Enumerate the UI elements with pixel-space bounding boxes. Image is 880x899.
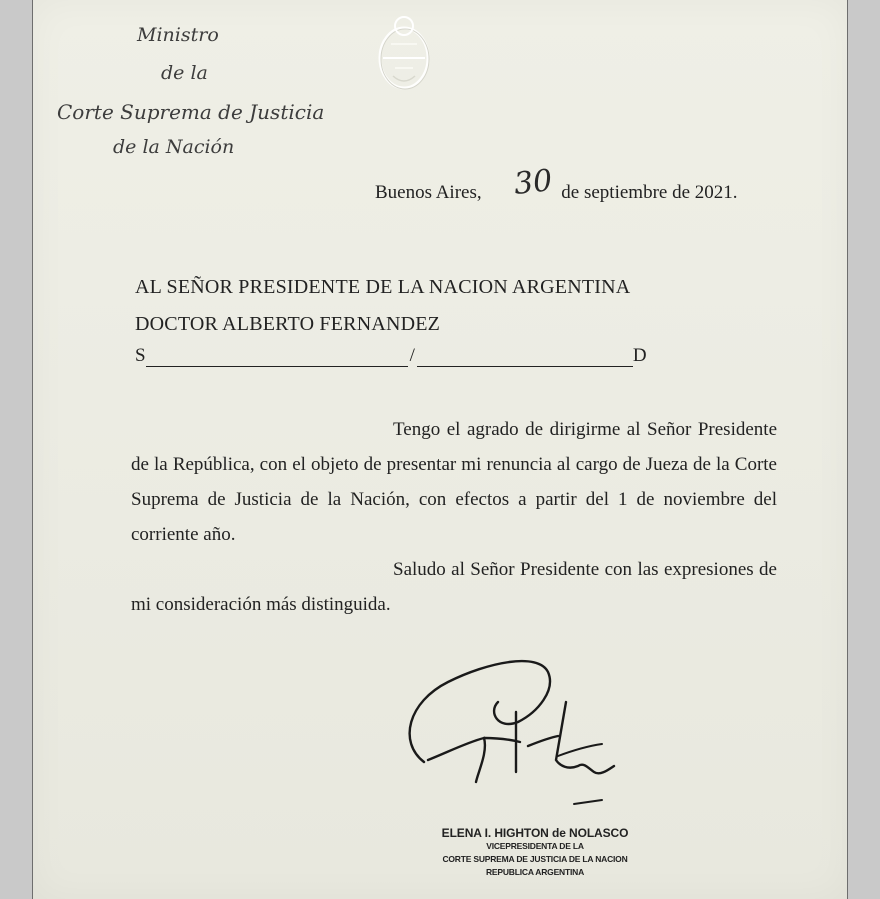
dateline-day-handwritten: 30 bbox=[512, 163, 555, 202]
dateline bbox=[375, 163, 738, 206]
addressee-line-1: AL SEÑOR PRESIDENTE DE LA NACION ARGENTINA bbox=[135, 276, 631, 298]
handwritten-signature-icon bbox=[388, 642, 628, 812]
letterhead-line-1: Ministro bbox=[137, 24, 219, 46]
letterhead-line-2: de la bbox=[161, 62, 208, 84]
embossed-seal-icon bbox=[373, 14, 435, 106]
letter-paper bbox=[32, 0, 848, 899]
body-paragraph-2: Saludo al Señor Presidente con las expresiones de mi consideración más distinguida. bbox=[131, 559, 777, 615]
addressee-block bbox=[135, 273, 630, 347]
blank-rule-right bbox=[417, 348, 633, 367]
salutation-s: S bbox=[135, 345, 146, 366]
stamp-title: VICEPRESIDENTA DE LA bbox=[486, 841, 584, 851]
stamp-name: ELENA I. HIGHTON de NOLASCO bbox=[441, 826, 629, 840]
dateline-rest: de septiembre de 2021. bbox=[561, 182, 738, 203]
salutation-sd-line bbox=[135, 345, 647, 367]
stamp-country: REPUBLICA ARGENTINA bbox=[485, 867, 585, 877]
salutation-d: D bbox=[632, 345, 647, 366]
dateline-place: Buenos Aires, bbox=[375, 182, 482, 203]
addressee-line-2: DOCTOR ALBERTO FERNANDEZ bbox=[135, 313, 441, 335]
signature-stamp bbox=[435, 826, 635, 879]
body-paragraph-1: Tengo el agrado de dirigirme al Señor Presidente de la República, con el objeto de presentar mi renuncia al cargo de Jueza de la Corte Suprema de Justicia de la Nación, con efectos a partir del 1 de noviembre del corriente año. bbox=[131, 419, 777, 545]
letter-body bbox=[131, 412, 777, 622]
letterhead-line-3: Corte Suprema de Justicia bbox=[57, 100, 325, 124]
letterhead-line-4: de la Nación bbox=[113, 136, 235, 158]
salutation-slash: / bbox=[409, 345, 415, 366]
stamp-court: CORTE SUPREMA DE JUSTICIA DE LA NACION bbox=[442, 854, 628, 864]
blank-rule-left bbox=[146, 348, 408, 367]
